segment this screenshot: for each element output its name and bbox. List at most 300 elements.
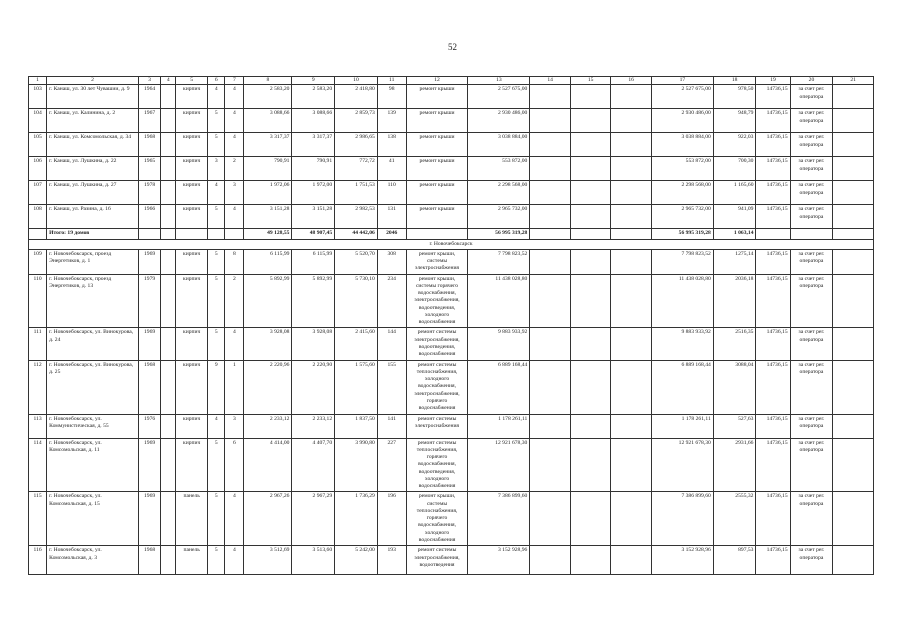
cell-cost2: 11 438 028,80 — [651, 274, 713, 328]
cell-ent: 6 — [225, 438, 244, 492]
cell-year: 1969 — [138, 492, 160, 546]
cell-a2: 3 928,08 — [292, 328, 335, 360]
cell-work: ремонт системы электроснабжения, водоотведения, водоснабжения — [406, 328, 468, 360]
column-number: 1 — [29, 77, 47, 85]
cell-fin: за счет рег. оператора — [790, 360, 833, 414]
cell-c14 — [530, 181, 571, 205]
cell-addr: г. Новочебоксарск, ул. Винокурова, д. 24 — [47, 328, 139, 360]
cell-addr: г. Новочебоксарск, ул. Комсомольская, д. 3 — [47, 546, 139, 575]
column-number: 17 — [651, 77, 713, 85]
cell-cost: 11 438 028,80 — [468, 274, 530, 328]
cell-c4 — [161, 133, 176, 157]
city-name: г. Новочебоксарск — [29, 239, 874, 249]
cell-work: ремонт крыши — [406, 85, 468, 109]
cell-per: 922,03 — [713, 133, 756, 157]
cell-work: ремонт системы электроснабжения — [406, 414, 468, 438]
cell-c21 — [833, 274, 874, 328]
cell-res: 196 — [377, 492, 406, 546]
column-number: 8 — [244, 77, 292, 85]
cell-a2: 5 892,99 — [292, 274, 335, 328]
cell-n: 106 — [29, 157, 47, 181]
cell-c21 — [833, 328, 874, 360]
cell-cost2: 2 930 486,00 — [651, 109, 713, 133]
cell-c15 — [570, 492, 611, 546]
total-a3: 44 442,06 — [335, 229, 378, 239]
cell-cost: 3 038 884,00 — [468, 133, 530, 157]
cell-cost: 2 527 675,00 — [468, 85, 530, 109]
cell-c16 — [611, 328, 652, 360]
cell-cost2: 2 965 732,00 — [651, 205, 713, 229]
column-number: 15 — [570, 77, 611, 85]
cell-work: ремонт крыши — [406, 181, 468, 205]
cell-a2: 6 115,99 — [292, 249, 335, 274]
cell-c21 — [833, 249, 874, 274]
cell-lim: 14736,15 — [756, 249, 790, 274]
cell-a3: 1 736,29 — [335, 492, 378, 546]
cell-per: 978,50 — [713, 85, 756, 109]
cell-a3: 5 242,00 — [335, 546, 378, 575]
cell-ent: 8 — [225, 249, 244, 274]
cell-per: 700,30 — [713, 157, 756, 181]
cell-per: 3088,04 — [713, 360, 756, 414]
cell-res: 155 — [377, 360, 406, 414]
cell-lim: 14736,15 — [756, 157, 790, 181]
cell-c15 — [570, 133, 611, 157]
cell-res: 41 — [377, 157, 406, 181]
cell-per: 897,53 — [713, 546, 756, 575]
cell-c16 — [611, 85, 652, 109]
cell-lim: 14736,15 — [756, 133, 790, 157]
page-number: 52 — [448, 42, 457, 52]
cell-per: 1 165,60 — [713, 181, 756, 205]
cell-n: 114 — [29, 438, 47, 492]
cell-mat: кирпич — [176, 274, 208, 328]
cell-c21 — [833, 414, 874, 438]
cell-cost2: 2 298 568,00 — [651, 181, 713, 205]
cell-fl: 5 — [208, 133, 225, 157]
cell-fl: 4 — [208, 85, 225, 109]
cell-a3: 1 751,53 — [335, 181, 378, 205]
cell-ent: 2 — [225, 274, 244, 328]
cell-year: 1965 — [138, 157, 160, 181]
cell-a2: 2 967,29 — [292, 492, 335, 546]
cell-addr: г. Новочебоксарск, проезд Энергетиков, д. 13 — [47, 274, 139, 328]
cell-cost2: 1 178 261,11 — [651, 414, 713, 438]
column-number: 11 — [377, 77, 406, 85]
cell-mat: кирпич — [176, 133, 208, 157]
cell-c14 — [530, 438, 571, 492]
cell-addr: г. Канаш, ул. 30 лет Чувашии, д. 9 — [47, 85, 139, 109]
cell-year: 1968 — [138, 133, 160, 157]
table-row — [29, 133, 874, 157]
cell-n: 115 — [29, 492, 47, 546]
cell-mat: кирпич — [176, 157, 208, 181]
cell-c4 — [161, 109, 176, 133]
cell-year: 1964 — [138, 85, 160, 109]
total-empty-cell — [611, 229, 652, 239]
cell-cost2: 553 872,00 — [651, 157, 713, 181]
column-number: 5 — [176, 77, 208, 85]
table-row — [29, 249, 874, 274]
cell-c15 — [570, 360, 611, 414]
table-row — [29, 492, 874, 546]
cell-per: 941,09 — [713, 205, 756, 229]
cell-cost2: 7 386 899,60 — [651, 492, 713, 546]
cell-fin: за счет рег. оператора — [790, 181, 833, 205]
cell-addr: г. Канаш, ул. Комсомольская, д. 34 — [47, 133, 139, 157]
cell-fin: за счет рег. оператора — [790, 274, 833, 328]
cell-work: ремонт системы теплоснабжения, горячего водоснабжения, водоотведения, холодного водоснабжения — [406, 438, 468, 492]
cell-lim: 14736,15 — [756, 85, 790, 109]
cell-per: 948,79 — [713, 109, 756, 133]
cell-ent: 4 — [225, 328, 244, 360]
cell-fin: за счет рег. оператора — [790, 205, 833, 229]
cell-mat: кирпич — [176, 360, 208, 414]
total-label: Итого: 19 домов — [47, 229, 139, 239]
total-empty-cell — [570, 229, 611, 239]
cell-fl: 4 — [208, 181, 225, 205]
cell-c15 — [570, 546, 611, 575]
cell-a2: 4 407,70 — [292, 438, 335, 492]
cell-mat: кирпич — [176, 438, 208, 492]
cell-n: 104 — [29, 109, 47, 133]
cell-fin: за счет рег. оператора — [790, 133, 833, 157]
cell-ent: 2 — [225, 157, 244, 181]
cell-c14 — [530, 274, 571, 328]
cell-n: 113 — [29, 414, 47, 438]
cell-fl: 5 — [208, 492, 225, 546]
cell-fl: 3 — [208, 157, 225, 181]
cell-res: 110 — [377, 181, 406, 205]
cell-c21 — [833, 133, 874, 157]
cell-year: 1966 — [138, 205, 160, 229]
cell-mat: кирпич — [176, 85, 208, 109]
table-row — [29, 109, 874, 133]
cell-lim: 14736,15 — [756, 181, 790, 205]
cell-ent: 3 — [225, 414, 244, 438]
cell-ent: 4 — [225, 546, 244, 575]
table-row — [29, 181, 874, 205]
cell-work: ремонт крыши, системы теплоснабжения, горячего водоснабжения, холодного водоснабжения — [406, 492, 468, 546]
cell-c4 — [161, 181, 176, 205]
cell-n: 112 — [29, 360, 47, 414]
cell-c14 — [530, 546, 571, 575]
cell-per: 2516,35 — [713, 328, 756, 360]
cell-per: 2931,66 — [713, 438, 756, 492]
cell-lim: 14736,15 — [756, 492, 790, 546]
cell-c15 — [570, 328, 611, 360]
cell-a2: 1 972,00 — [292, 181, 335, 205]
cell-fl: 9 — [208, 360, 225, 414]
cell-a2: 3 151,28 — [292, 205, 335, 229]
cell-c16 — [611, 249, 652, 274]
cell-c16 — [611, 546, 652, 575]
cell-fl: 5 — [208, 328, 225, 360]
cell-res: 131 — [377, 205, 406, 229]
cell-c4 — [161, 328, 176, 360]
column-number: 19 — [756, 77, 790, 85]
column-number: 9 — [292, 77, 335, 85]
cell-cost: 7 798 823,52 — [468, 249, 530, 274]
cell-fl: 5 — [208, 546, 225, 575]
cell-work: ремонт крыши, системы горячего водоснабжения, электроснабжения, водоотведения, холодного водоснабжения — [406, 274, 468, 328]
cell-addr: г. Новочебоксарск, ул. Винокурова, д. 25 — [47, 360, 139, 414]
cell-lim: 14736,15 — [756, 205, 790, 229]
cell-fin: за счет рег. оператора — [790, 109, 833, 133]
cell-c14 — [530, 360, 571, 414]
cell-lim: 14736,15 — [756, 328, 790, 360]
cell-a1: 4 414,00 — [244, 438, 292, 492]
cell-a3: 2 986,65 — [335, 133, 378, 157]
cell-c16 — [611, 181, 652, 205]
cell-a2: 2 583,20 — [292, 85, 335, 109]
cell-res: 141 — [377, 414, 406, 438]
total-res: 2046 — [377, 229, 406, 239]
cell-lim: 14736,15 — [756, 274, 790, 328]
cell-addr: г. Канаш, ул. Лушкина, д. 22 — [47, 157, 139, 181]
cell-n: 109 — [29, 249, 47, 274]
cell-cost2: 3 038 884,00 — [651, 133, 713, 157]
cell-c16 — [611, 109, 652, 133]
cell-c21 — [833, 181, 874, 205]
cell-mat: кирпич — [176, 414, 208, 438]
cell-c16 — [611, 492, 652, 546]
table-row — [29, 360, 874, 414]
cell-c14 — [530, 414, 571, 438]
cell-a3: 772,72 — [335, 157, 378, 181]
cell-a2: 2 220,90 — [292, 360, 335, 414]
cell-ent: 3 — [225, 181, 244, 205]
total-empty-cell — [790, 229, 833, 239]
cell-per: 2036,18 — [713, 274, 756, 328]
total-empty-cell — [530, 229, 571, 239]
cell-c16 — [611, 133, 652, 157]
cell-ent: 4 — [225, 492, 244, 546]
total-per: 1 063,14 — [713, 229, 756, 239]
cell-c14 — [530, 328, 571, 360]
cell-a1: 3 928,08 — [244, 328, 292, 360]
cell-cost: 2 965 732,00 — [468, 205, 530, 229]
total-cost: 56 995 319,28 — [468, 229, 530, 239]
total-empty-cell — [833, 229, 874, 239]
cell-cost2: 2 527 675,00 — [651, 85, 713, 109]
cell-lim: 14736,15 — [756, 546, 790, 575]
cell-fin: за счет рег. оператора — [790, 249, 833, 274]
cell-year: 1969 — [138, 249, 160, 274]
cell-c14 — [530, 205, 571, 229]
cell-mat: кирпич — [176, 328, 208, 360]
cell-per: 2555,32 — [713, 492, 756, 546]
cell-c15 — [570, 438, 611, 492]
cell-res: 139 — [377, 109, 406, 133]
cell-c21 — [833, 360, 874, 414]
cell-c15 — [570, 249, 611, 274]
column-number: 14 — [530, 77, 571, 85]
table-row — [29, 85, 874, 109]
cell-c15 — [570, 181, 611, 205]
cell-addr: г. Канаш, ул. Калинина, д. 2 — [47, 109, 139, 133]
cell-c4 — [161, 85, 176, 109]
cell-lim: 14736,15 — [756, 438, 790, 492]
cell-c14 — [530, 157, 571, 181]
cell-a3: 2 982,53 — [335, 205, 378, 229]
cell-fl: 5 — [208, 249, 225, 274]
table-row — [29, 546, 874, 575]
cell-c21 — [833, 438, 874, 492]
cell-a3: 2 859,73 — [335, 109, 378, 133]
cell-a3: 2 415,60 — [335, 328, 378, 360]
total-empty-cell — [225, 229, 244, 239]
cell-fin: за счет рег. оператора — [790, 546, 833, 575]
cell-a1: 3 151,28 — [244, 205, 292, 229]
cell-n: 116 — [29, 546, 47, 575]
cell-a2: 3 317,37 — [292, 133, 335, 157]
cell-a3: 5 520,70 — [335, 249, 378, 274]
column-number: 12 — [406, 77, 468, 85]
cell-c21 — [833, 85, 874, 109]
cell-c16 — [611, 414, 652, 438]
total-empty-cell — [756, 229, 790, 239]
total-a1: 49 128,55 — [244, 229, 292, 239]
cell-year: 1978 — [138, 181, 160, 205]
cell-n: 103 — [29, 85, 47, 109]
total-empty-cell — [138, 229, 160, 239]
column-number: 3 — [138, 77, 160, 85]
cell-year: 1969 — [138, 328, 160, 360]
cell-fin: за счет рег. оператора — [790, 85, 833, 109]
column-number: 21 — [833, 77, 874, 85]
city-header-row — [29, 239, 874, 249]
cell-year: 1967 — [138, 109, 160, 133]
cell-a1: 1 972,06 — [244, 181, 292, 205]
cell-ent: 4 — [225, 133, 244, 157]
register-table — [28, 76, 874, 575]
cell-addr: г. Новочебоксарск, проезд Энергетиков, д. 1 — [47, 249, 139, 274]
cell-a1: 790,91 — [244, 157, 292, 181]
cell-a1: 3 088,66 — [244, 109, 292, 133]
table-row — [29, 414, 874, 438]
cell-n: 107 — [29, 181, 47, 205]
table-row — [29, 438, 874, 492]
cell-work: ремонт системы электроснабжения, водоотведения — [406, 546, 468, 575]
cell-addr: г. Канаш, ул. Лушкина, д. 27 — [47, 181, 139, 205]
cell-c15 — [570, 157, 611, 181]
cell-year: 1976 — [138, 414, 160, 438]
cell-fin: за счет рег. оператора — [790, 414, 833, 438]
cell-cost: 1 178 261,11 — [468, 414, 530, 438]
total-row — [29, 229, 874, 239]
cell-c4 — [161, 360, 176, 414]
cell-mat: кирпич — [176, 109, 208, 133]
cell-res: 98 — [377, 85, 406, 109]
column-number: 6 — [208, 77, 225, 85]
cell-c4 — [161, 249, 176, 274]
cell-fl: 5 — [208, 109, 225, 133]
column-number: 4 — [161, 77, 176, 85]
cell-cost: 9 883 933,92 — [468, 328, 530, 360]
cell-cost: 6 889 168,44 — [468, 360, 530, 414]
total-empty-cell — [406, 229, 468, 239]
cell-year: 1968 — [138, 360, 160, 414]
cell-work: ремонт системы теплоснабжения, холодного водоснабжения, электроснабжения, горячего водоснабжения — [406, 360, 468, 414]
cell-year: 1968 — [138, 546, 160, 575]
cell-lim: 14736,15 — [756, 109, 790, 133]
cell-c4 — [161, 438, 176, 492]
cell-c16 — [611, 205, 652, 229]
total-cost2: 56 995 319,28 — [651, 229, 713, 239]
cell-year: 1969 — [138, 438, 160, 492]
cell-fl: 5 — [208, 274, 225, 328]
cell-cost: 7 386 899,60 — [468, 492, 530, 546]
cell-fl: 5 — [208, 438, 225, 492]
cell-a2: 790,91 — [292, 157, 335, 181]
cell-work: ремонт крыши, системы электроснабжения — [406, 249, 468, 274]
cell-c14 — [530, 492, 571, 546]
table-row — [29, 328, 874, 360]
total-a2: 48 907,45 — [292, 229, 335, 239]
cell-a3: 1 837,50 — [335, 414, 378, 438]
cell-work: ремонт крыши — [406, 133, 468, 157]
cell-a3: 5 730,10 — [335, 274, 378, 328]
cell-c15 — [570, 109, 611, 133]
cell-c15 — [570, 414, 611, 438]
cell-n: 110 — [29, 274, 47, 328]
cell-a1: 2 967,26 — [244, 492, 292, 546]
cell-cost2: 3 152 928,96 — [651, 546, 713, 575]
column-number: 20 — [790, 77, 833, 85]
cell-year: 1979 — [138, 274, 160, 328]
cell-work: ремонт крыши — [406, 109, 468, 133]
cell-a1: 2 220,96 — [244, 360, 292, 414]
cell-lim: 14736,15 — [756, 414, 790, 438]
cell-fl: 4 — [208, 414, 225, 438]
column-number: 10 — [335, 77, 378, 85]
cell-a2: 3 513,60 — [292, 546, 335, 575]
cell-fin: за счет рег. оператора — [790, 492, 833, 546]
cell-cost2: 9 883 933,92 — [651, 328, 713, 360]
cell-c14 — [530, 133, 571, 157]
cell-a2: 2 233,12 — [292, 414, 335, 438]
column-number: 13 — [468, 77, 530, 85]
cell-c15 — [570, 274, 611, 328]
column-number: 18 — [713, 77, 756, 85]
cell-work: ремонт крыши — [406, 205, 468, 229]
cell-res: 138 — [377, 133, 406, 157]
cell-lim: 14736,15 — [756, 360, 790, 414]
cell-c21 — [833, 546, 874, 575]
cell-cost: 12 921 678,30 — [468, 438, 530, 492]
cell-addr: г. Новочебоксарск, ул. Комсомольская, д. 11 — [47, 438, 139, 492]
cell-a1: 2 583,20 — [244, 85, 292, 109]
cell-n: 111 — [29, 328, 47, 360]
cell-a1: 3 317,37 — [244, 133, 292, 157]
table-row — [29, 274, 874, 328]
cell-ent: 4 — [225, 205, 244, 229]
cell-ent: 1 — [225, 360, 244, 414]
cell-cost2: 7 798 823,52 — [651, 249, 713, 274]
cell-res: 308 — [377, 249, 406, 274]
cell-n: 108 — [29, 205, 47, 229]
cell-mat: кирпич — [176, 249, 208, 274]
cell-c16 — [611, 157, 652, 181]
cell-c4 — [161, 205, 176, 229]
cell-c14 — [530, 109, 571, 133]
cell-cost: 553 872,00 — [468, 157, 530, 181]
cell-cost: 2 298 568,00 — [468, 181, 530, 205]
cell-c4 — [161, 546, 176, 575]
cell-a1: 2 233,12 — [244, 414, 292, 438]
table-row — [29, 205, 874, 229]
